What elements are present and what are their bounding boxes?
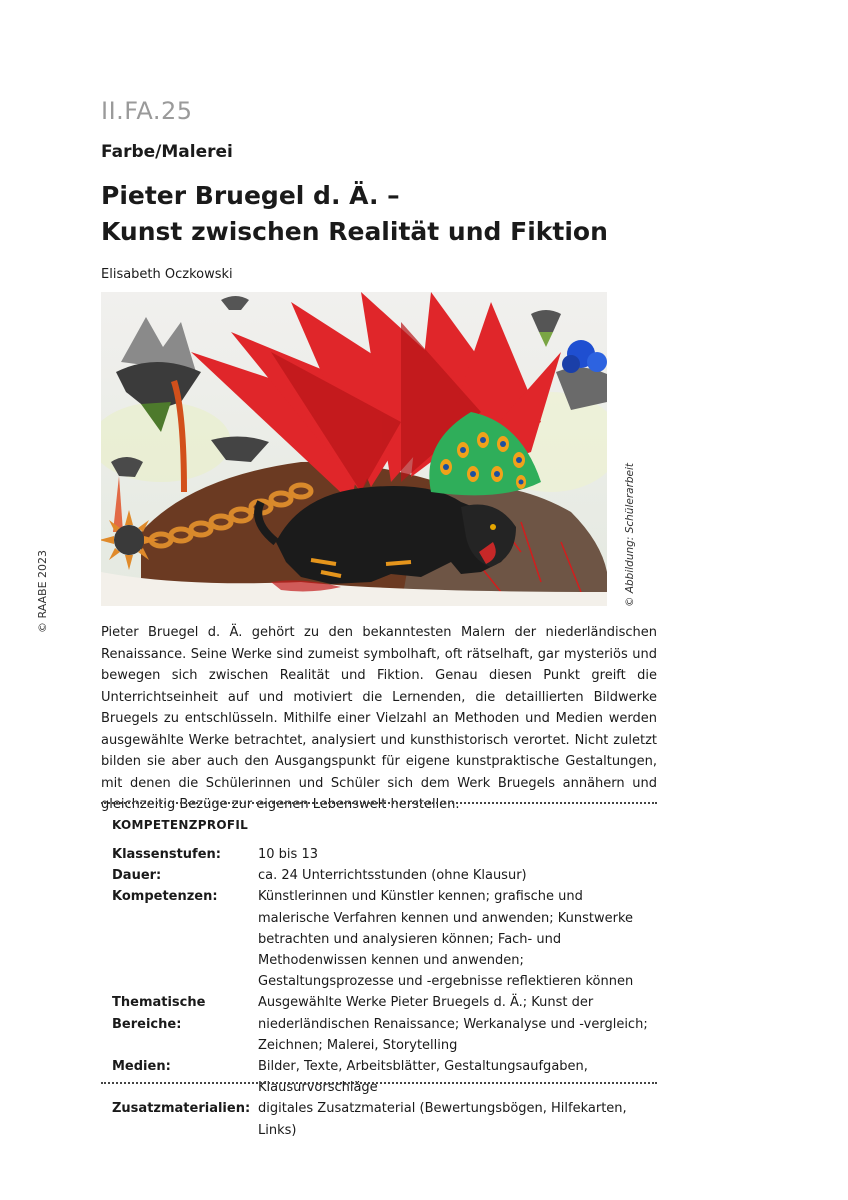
- profile-row-duration: [112, 865, 657, 886]
- profile-value: Bilder, Texte, Arbeitsblätter, Gestaltungsaufgaben, Klausurvorschläge: [258, 1059, 588, 1096]
- profile-value: 10 bis 13: [258, 847, 318, 862]
- profile-value: ca. 24 Unterrichtsstunden (ohne Klausur): [258, 868, 527, 884]
- copyright-notice: © RAABE 2023: [36, 549, 49, 633]
- profile-value: digitales Zusatzmaterial (Bewertungsbögen, Hilfekarten, Links): [258, 1101, 627, 1138]
- author-name: Elisabeth Oczkowski: [101, 267, 233, 282]
- profile-row-competences: [112, 886, 657, 992]
- divider-bottom: [101, 1082, 657, 1084]
- profile-label: Kompetenzen:: [112, 889, 218, 905]
- profile-value: Künstlerinnen und Künstler kennen; grafische und malerische Verfahren kennen und anwenden; Kunstwerke betrachten und analysieren können; Fach- und Methodenwissen kennen und anwenden; Gestaltungsprozesse und -ergebnisse reflektieren können: [258, 889, 634, 990]
- profile-label: Thematische Bereiche:: [112, 995, 206, 1032]
- profile-heading: KOMPETENZPROFIL: [112, 818, 249, 832]
- image-caption: © Abbildung: Schülerarbeit: [624, 462, 636, 607]
- profile-row-extras: [112, 1098, 657, 1140]
- profile-label: Klassenstufen:: [112, 847, 221, 862]
- profile-label: Dauer:: [112, 868, 162, 884]
- divider-top: [101, 802, 657, 804]
- profile-row-media: [112, 1056, 657, 1098]
- student-artwork-image: [101, 292, 607, 606]
- profile-row-grade: [112, 844, 657, 865]
- page-title: [101, 178, 608, 250]
- competence-profile: [112, 844, 657, 1141]
- intro-paragraph: Pieter Bruegel d. Ä. gehört zu den bekanntesten Malern der niederländischen Renaissance. Seine Werke sind zumeist symbolhaft, oft rätselhaft, gar mysteriös und bewegen sich zwischen Realität und Fiktion. Genau diesen Punkt greift die Unterrichtseinheit auf und motiviert die Lernenden, die detaillierten Bildwerke Bruegels zu entschlüsseln. Mithilfe einer Vielzahl an Methoden und Medien werden ausgewählte Werke betrachtet, analysiert und kunsthistorisch verortet. Nicht zuletzt bilden sie aber auch den Ausgangspunkt für eigene kunstpraktische Gestaltungen, mit denen die Schülerinnen und Schüler sich dem Werk Bruegels annähern und gleichzeitig Bezüge zur eigenen Lebenswelt herstellen.: [101, 625, 657, 812]
- profile-value: Ausgewählte Werke Pieter Bruegels d. Ä.; Kunst der niederländischen Renaissance; Werkanalyse und -vergleich; Zeichnen; Malerei, Storytelling: [258, 995, 648, 1053]
- category-label: Farbe/Malerei: [101, 142, 233, 162]
- title-line-1: Pieter Bruegel d. Ä. –: [101, 181, 400, 210]
- profile-label: Medien:: [112, 1059, 171, 1075]
- profile-row-topics: [112, 992, 657, 1056]
- profile-label: Zusatzmaterialien:: [112, 1101, 251, 1117]
- module-code: II.FA.25: [101, 97, 193, 125]
- title-line-2: Kunst zwischen Realität und Fiktion: [101, 217, 608, 246]
